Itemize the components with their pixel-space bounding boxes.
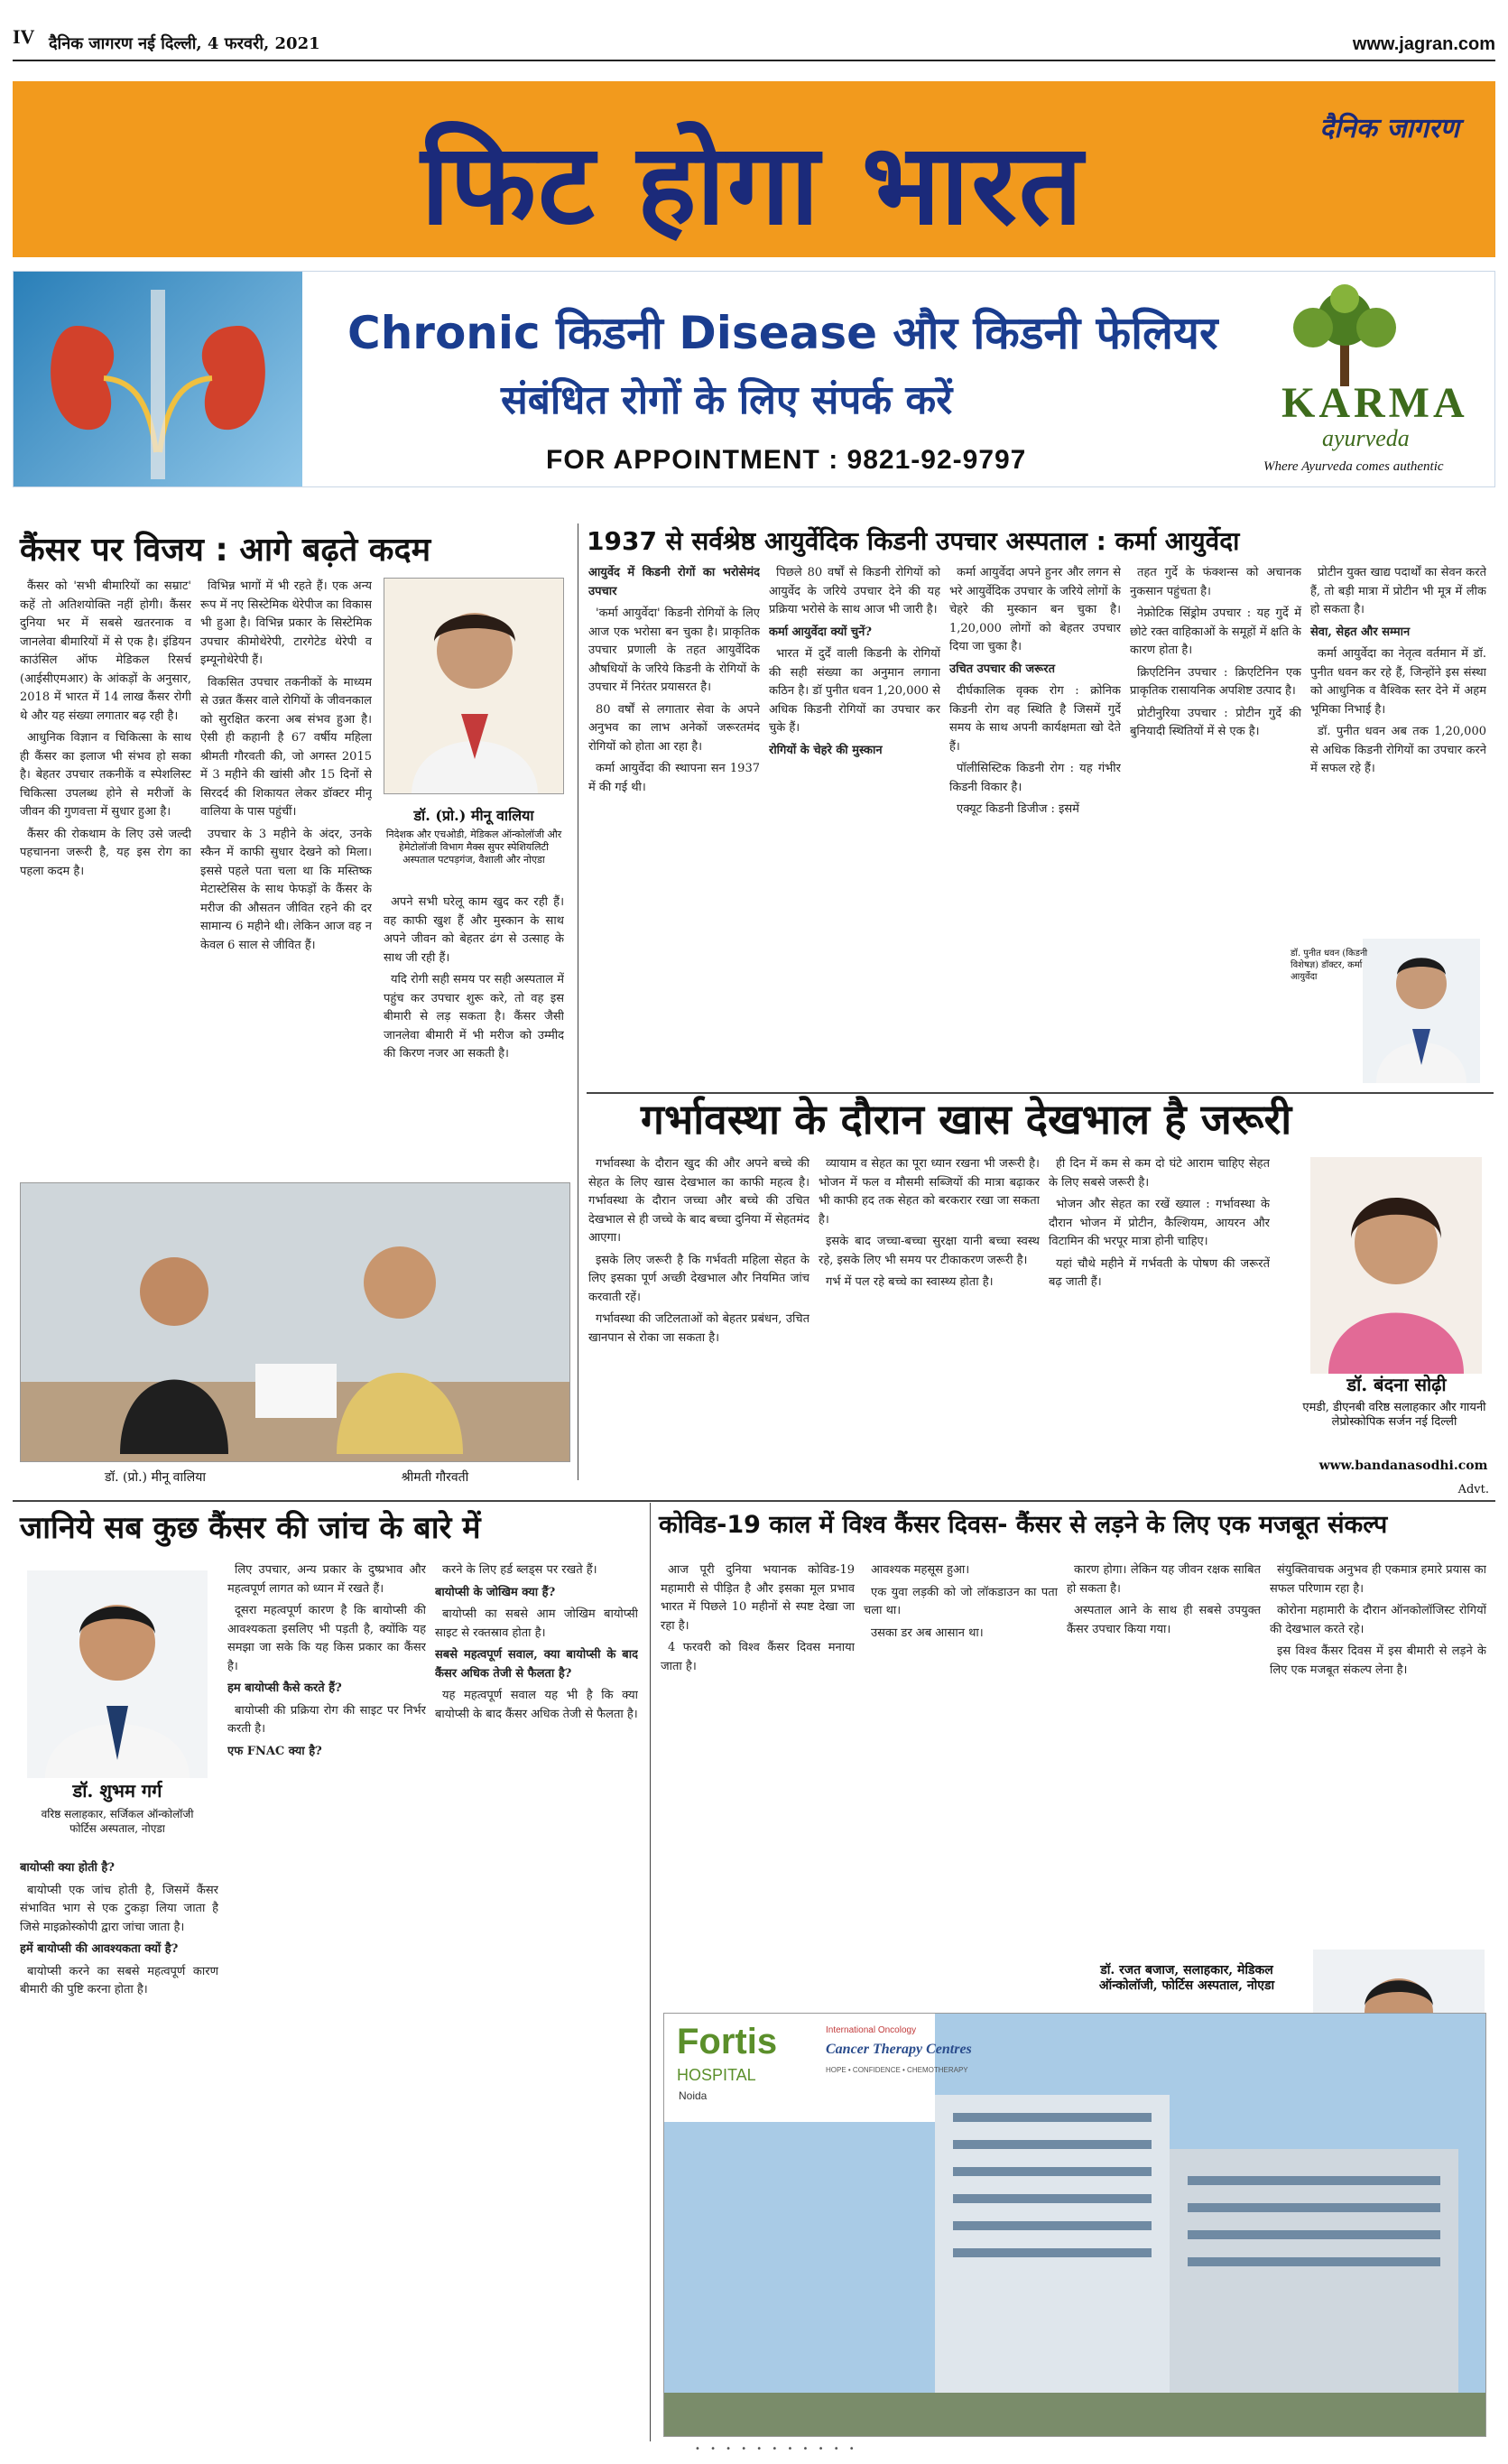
paragraph: क्रिएटिनिन उपचार : क्रिएटिनिन एक प्राकृतिक रासायनिक अपशिष्ट उत्पाद है। bbox=[1130, 665, 1301, 698]
advert-line-2: संबंधित रोगों के लिए संपर्क करें bbox=[501, 377, 953, 423]
fortis-city: Noida bbox=[679, 2089, 708, 2102]
paragraph: एक युवा लड़की को जो लॉकडाउन का पता चला था। bbox=[864, 1585, 1058, 1617]
paragraph: 80 वर्षों से लगातार सेवा के अपने अनुभव का लाभ अनेकों जरूरतमंद रोगियों को होता आ रहा है। bbox=[588, 702, 760, 754]
paragraph: पॉलीसिस्टिक किडनी रोग : यह गंभीर किडनी विकार है। bbox=[949, 762, 1121, 794]
paragraph: भोजन और सेहत का रखें ख्याल : गर्भावस्था के दौरान भोजन में प्रोटीन, कैल्शियम, आयरन और विटामिन की भरपूर मात्रा होनी चाहिए। bbox=[1049, 1198, 1270, 1248]
paragraph: एक्यूट किडनी डिजीज : इसमें bbox=[957, 802, 1079, 816]
biopsy-column-2 bbox=[227, 1561, 426, 2437]
paragraph: कोरोना महामारी के दौरान ऑनकोलॉजिस्ट रोगियों की देखभाल करते रहे। bbox=[1270, 1604, 1486, 1636]
caption-photo-left: डॉ. (प्रो.) मीनू वालिया bbox=[105, 1470, 206, 1485]
paragraph: उपचार के 3 महीने के अंदर, उनके स्कैन में काफी सुधार देखने को मिला। इससे पहले पता चला था कि मस्तिष्क मेटास्टेसिस के साथ फेफड़ों के कैंसर के मरीज की औसतन जीवित रहने की दर सामान्य 6 महीने थी। लेकिन आज वह न केवल 6 साल से जीवित हैं। bbox=[200, 827, 372, 952]
paragraph: बायोप्सी की प्रक्रिया रोग की साइट पर निर्भर करती है। bbox=[227, 1703, 426, 1736]
bandana-website-link[interactable]: www.bandanasodhi.com bbox=[1318, 1459, 1488, 1473]
page-number: IV bbox=[13, 25, 35, 48]
section-rule bbox=[13, 1500, 1495, 1502]
footer-marks: • • • • • • • • • • • bbox=[695, 2444, 858, 2454]
paragraph: कर्मा आयुर्वेदा अपने हुनर और लगन से भरे आयुर्वेदिक उपचार के जरिये लोगों के चेहरे की मुस्कान बन चुका है। 1,20,000 लोगों को बेहतर उपचार दिया जा चुका है। bbox=[949, 566, 1121, 653]
section-rule bbox=[587, 1092, 1494, 1094]
subheading: हमें बायोप्सी की आवश्यकता क्यों है? bbox=[20, 1942, 179, 1956]
paragraph: 'कर्मा आयुर्वेदा' किडनी रोगियों के लिए आज एक भरोसा बन चुका है। प्राकृतिक उपचार प्रणाली के तहत आयुर्वेदिक औषधियों के जरिये किडनी के रोगियों के उपचार में निरंतर प्रयासरत है। bbox=[588, 607, 760, 694]
cancer-centre-name: Cancer Therapy Centres bbox=[826, 2042, 972, 2057]
paragraph: लिए उपचार, अन्य प्रकार के दुष्प्रभाव और महत्वपूर्ण लागत को ध्यान में रखते हैं। bbox=[227, 1563, 426, 1596]
paragraph: ही दिन में कम से कम दो घंटे आराम चाहिए सेहत के लिए सबसे जरूरी है। bbox=[1049, 1157, 1270, 1190]
page-folio bbox=[13, 5, 1495, 61]
paragraph: आज पूरी दुनिया भयानक कोविड-19 महामारी से पीड़ित है और इसका मूल प्रभाव भारत में पिछले 10 महीनों से स्पष्ट देखा जा रहा है। bbox=[661, 1563, 855, 1633]
paragraph: विभिन्न भागों में भी रहते हैं। एक अन्य रूप में नए सिस्टेमिक थेरेपीज का विकास भी हुआ है। विभिन्न प्रकार के सिस्टेमिक उपचार कीमोथेरेपी, टारगेटेड थेरेपी व इम्यूनोथेरेपी हैं। bbox=[200, 579, 372, 667]
subheading: बायोप्सी के जोखिम क्या हैं? bbox=[435, 1585, 556, 1599]
headline-covid: कोविड-19 काल में विश्व कैंसर दिवस- कैंसर से लड़ने के लिए एक मजबूत संकल्प bbox=[659, 1511, 1388, 1539]
karma-column-3 bbox=[949, 564, 1121, 1088]
covid-column-2 bbox=[864, 1561, 1058, 1959]
photo-dr-bandana-sodhi bbox=[1310, 1157, 1482, 1374]
caption-dr-rajat-bajaj: डॉ. रजत बजाज, सलाहकार, मेडिकल ऑन्कोलॉजी, फोर्टिस अस्पताल, नोएडा bbox=[1098, 1963, 1275, 1993]
paragraph: दीर्घकालिक वृक्क रोग : क्रोनिक किडनी रोग वह स्थिति है जिसमें गुर्दे समय के साथ अपनी कार्यक्षमता खो देते हैं। bbox=[949, 684, 1121, 754]
logo-karma: KARMA bbox=[1281, 379, 1468, 427]
paragraph: इसके बाद जच्चा-बच्चा सुरक्षा यानी बच्चा स्वस्थ रहे, इसके लिए भी समय पर टीकाकरण जरूरी है। bbox=[819, 1235, 1040, 1267]
paragraph: भारत में दुर्दें वाली किडनी के रोगियों की सही संख्या का अनुमान लगाना कठिन है। डॉ पुनीत धवन 1,20,000 से अधिक किडनी रोगियों का उपचार कर चुके हैं। bbox=[769, 647, 940, 735]
paragraph: कर्मा आयुर्वेदा की स्थापना सन 1937 में की गई थी। bbox=[588, 762, 760, 794]
subheading: रोगियों के चेहरे की मुस्कान bbox=[769, 743, 883, 757]
cancer-centre-strip: HOPE • CONFIDENCE • CHEMOTHERAPY bbox=[826, 2066, 968, 2074]
caption-dr-meenu-walia: डॉ. (प्रो.) मीनू वालिया bbox=[413, 807, 534, 824]
paragraph: कर्मा आयुर्वेदा का नेतृत्व वर्तमान में डॉ. पुनीत धवन कर रहे हैं, जिन्होंने इस संस्था को आधुनिक व वैश्विक स्तर देने में अहम भूमिका निभाई है। bbox=[1310, 647, 1486, 717]
paragraph: यदि रोगी सही समय पर सही अस्पताल में पहुंच कर उपचार शुरू करे, तो वह इस बीमारी से लड़ सकता है। कैंसर जैसी जानलेवा बीमारी में भी मरीज को उम्मीद की किरण नजर आ सकती है। bbox=[384, 973, 564, 1061]
paragraph: 4 फरवरी को विश्व कैंसर दिवस मनाया जाता है। bbox=[661, 1641, 855, 1673]
covid-column-3 bbox=[1067, 1561, 1261, 1959]
paragraph: कैंसर की रोकथाम के लिए उसे जल्दी पहचानना जरूरी है, यह इस रोग का पहला कदम है। bbox=[20, 827, 191, 878]
paragraph: उसका डर अब आसान था। bbox=[871, 1626, 984, 1640]
subheading: सबसे महत्वपूर्ण सवाल, क्या बायोप्सी के बाद कैंसर अधिक तेजी से फैलता है? bbox=[435, 1648, 638, 1681]
paragraph: यहां चौथे महीने में गर्भवती के पोषण की जरूरतें बढ़ जाती हैं। bbox=[1049, 1256, 1270, 1289]
karma-tree-logo bbox=[1268, 283, 1421, 391]
paragraph: आधुनिक विज्ञान व चिकित्सा के साथ ही कैंसर का इलाज भी संभव हो सका है। बेहतर उपचार तकनीकें व स्पेशलिस्ट चिकित्सा उपलब्ध होने से मरीजों के जीवन की गुणवत्ता में सुधार हुआ है। bbox=[20, 731, 191, 819]
covid-column-4 bbox=[1270, 1561, 1486, 1931]
column-rule bbox=[650, 1503, 651, 2441]
caption-dr-bandana-title: एमडी, डीएनबी वरिष्ठ सलाहकार और गायनी लेप्रोस्कोपिक सर्जन नई दिल्ली bbox=[1302, 1401, 1486, 1429]
paragraph: करने के लिए हर्ड ब्लड्स पर रखते हैं। bbox=[442, 1563, 597, 1577]
paragraph: अपने सभी घरेलू काम खुद कर रही हैं। वह काफी खुश हैं और मुस्कान के साथ अपने जीवन को बेहतर ढंग से उत्साह के साथ जी रही हैं। bbox=[384, 895, 564, 965]
paragraph: डॉ. पुनीत धवन अब तक 1,20,000 से अधिक किडनी रोगियों का उपचार करने में सफल रहे हैं। bbox=[1310, 725, 1486, 775]
logo-tagline: Where Ayurveda comes authentic bbox=[1263, 459, 1444, 474]
paragraph: नेफ्रोटिक सिंड्रोम उपचार : यह गुर्दे में छोटे रक्त वाहिकाओं के समूहों में क्षति के कारण होता है। bbox=[1130, 607, 1301, 657]
paragraph: व्यायाम व सेहत का पूरा ध्यान रखना भी जरूरी है। भोजन में फल व मौसमी सब्जियों की मात्रा बढ़ाकर भी काफी हद तक सेहत को बरकरार रखा जा सकता है। bbox=[819, 1157, 1040, 1227]
karma-column-1 bbox=[588, 564, 760, 1088]
paragraph: बायोप्सी का सबसे आम जोखिम बायोप्सी साइट से रक्तस्राव होता है। bbox=[435, 1607, 638, 1640]
subheading: कर्मा आयुर्वेदा क्यों चुनें? bbox=[769, 625, 872, 639]
paragraph: प्रोटीनुरिया उपचार : प्रोटीन गुर्दे की बुनियादी स्थितियों में से एक है। bbox=[1130, 706, 1301, 738]
paragraph: गर्भावस्था के दौरान खुद की और अपने बच्चे की सेहत के लिए खास देखभाल का काफी महत्व है। गर्भावस्था के दौरान जच्चा और बच्चे की उचित देखभाल से ही जच्चे के बाद बच्चा दुनिया में सेहतमंद आएगा। bbox=[588, 1157, 810, 1245]
paragraph: कारण होगा। लेकिन यह जीवन रक्षक साबित हो सकता है। bbox=[1067, 1563, 1261, 1596]
photo-dr-meenu-walia bbox=[384, 578, 564, 794]
photo-dr-puneet-dhawan bbox=[1363, 939, 1480, 1083]
paragraph: गर्भावस्था की जटिलताओं को बेहतर प्रबंधन, उचित खानपान से रोका जा सकता है। bbox=[588, 1312, 810, 1345]
caption-dr-puneet-dhawan: डॉ. पुनीत धवन (किडनी विशेषज्ञ) डॉक्टर, कर्मा आयुर्वेदा bbox=[1291, 949, 1368, 982]
paragraph: अस्पताल आने के साथ ही सबसे उपयुक्त कैंसर उपचार किया गया। bbox=[1067, 1604, 1261, 1636]
caption-dr-bandana-sodhi: डॉ. बंदना सोढ़ी bbox=[1346, 1374, 1447, 1395]
website-link[interactable]: www.jagran.com bbox=[1352, 34, 1495, 54]
paragraph: बायोप्सी करने का सबसे महत्वपूर्ण कारण बीमारी की पुष्टि करना होता है। bbox=[20, 1964, 218, 1996]
paragraph: बायोप्सी एक जांच होती है, जिसमें कैंसर संभावित भाग से एक टुकड़ा लिया जाता है जिसे माइक्रोस्कोपी द्वारा जांचा जाता है। bbox=[20, 1883, 218, 1934]
subheading: एफ FNAC क्या है? bbox=[227, 1744, 322, 1758]
pregnancy-column-1 bbox=[588, 1155, 810, 1480]
paragraph: गर्भ में पल रहे बच्चे का स्वास्थ्य होता है। bbox=[826, 1275, 994, 1289]
paragraph: इसके लिए जरूरी है कि गर्भवती महिला सेहत के लिए इसका पूर्ण अच्छी देखभाल और नियमित जांच करवाती रहें। bbox=[588, 1253, 810, 1304]
headline-karma: 1937 से सर्वश्रेष्ठ आयुर्वेदिक किडनी उपचार अस्पताल : कर्मा आयुर्वेदा bbox=[587, 526, 1240, 556]
pregnancy-column-3 bbox=[1049, 1155, 1270, 1480]
paragraph: पिछले 80 वर्षों से किडनी रोगियों को आयुर्वेद के जरिये उपचार देने की यह प्रक्रिया भरोसे के साथ आज भी जारी है। bbox=[769, 566, 940, 616]
subheading: हम बायोप्सी कैसे करते हैं? bbox=[227, 1681, 342, 1695]
subheading: उचित उपचार की जरूरत bbox=[949, 662, 1056, 676]
caption-dr-shubham-garg: डॉ. शुभम गर्ग bbox=[72, 1780, 162, 1802]
subheading: बायोप्सी क्या होती है? bbox=[20, 1861, 115, 1875]
headline-pregnancy: गर्भावस्था के दौरान खास देखभाल है जरूरी bbox=[641, 1095, 1292, 1144]
karma-column-4 bbox=[1130, 564, 1301, 1088]
cancer-centre-kicker: International Oncology bbox=[826, 2025, 917, 2035]
advert-karma-ayurveda[interactable] bbox=[13, 271, 1495, 487]
fortis-logo: Fortis bbox=[677, 2022, 778, 2061]
karma-column-5 bbox=[1310, 564, 1486, 925]
photo-dr-shubham-garg bbox=[27, 1570, 208, 1778]
photo-fortis-hospital bbox=[663, 2013, 1486, 2437]
logo-ayurveda: ayurveda bbox=[1322, 425, 1410, 451]
headline-cancer: कैंसर पर विजय : आगे बढ़ते कदम bbox=[20, 532, 431, 569]
biopsy-column-3 bbox=[435, 1561, 638, 2437]
paragraph: दूसरा महत्वपूर्ण कारण है कि बायोप्सी की आवश्यकता इसलिए भी पड़ती है, क्योंकि यह समझा जा सके कि यह किस प्रकार का कैंसर है। bbox=[227, 1604, 426, 1673]
biopsy-column-1 bbox=[20, 1859, 218, 2437]
karma-column-2 bbox=[769, 564, 940, 1088]
paragraph: इस विश्व कैंसर दिवस में इस बीमारी से लड़ने के लिए एक मजबूत संकल्प लेना है। bbox=[1270, 1644, 1486, 1677]
fortis-logo-sub: HOSPITAL bbox=[677, 2066, 756, 2084]
masthead-brand: दैनिक जागरण bbox=[1319, 113, 1459, 144]
paragraph: प्रोटीन युक्त खाद्य पदार्थों का सेवन करते हैं, तो बड़ी मात्रा में प्रोटीन भी मूत्र में लीक हो सकता है। bbox=[1310, 566, 1486, 616]
headline-biopsy: जानिये सब कुछ कैंसर की जांच के बारे में bbox=[20, 1510, 481, 1546]
kidney-illustration bbox=[14, 272, 302, 486]
advt-marker: Advt. bbox=[1457, 1483, 1489, 1496]
subheading: सेवा, सेहत और सम्मान bbox=[1310, 625, 1411, 639]
advert-line-1: Chronic किडनी Disease और किडनी फेलियर bbox=[347, 307, 1218, 359]
caption-photo-right: श्रीमती गौरवती bbox=[401, 1470, 469, 1485]
masthead-title: फिट होगा भारत bbox=[421, 120, 1085, 250]
paragraph: यह महत्वपूर्ण सवाल यह भी है कि क्या बायोप्सी के बाद कैंसर अधिक तेजी से फैलता है। bbox=[435, 1689, 638, 1721]
paragraph: विकसित उपचार तकनीकों के माध्यम से उन्नत कैंसर वाले रोगियों के जीवनकाल को सुरक्षित करना अब संभव हुआ है। ऐसी ही कहानी है 67 वर्षीय महिला श्रीमती गौरवती की, जो अगस्त 2015 में 3 महीने की खांसी और 15 दिनों से सिरदर्द की शिकायत लेकर डॉक्टर मीनू वालिया के पास पहुंचीं। bbox=[200, 675, 372, 819]
paragraph: कैंसर को 'सभी बीमारियों का सम्राट' कहें तो अतिशयोक्ति नहीं होगी। कैंसर दुनिया भर में सबसे खतरनाक व जानलेवा बीमारियों में से एक है। इंडियन काउंसिल ऑफ मेडिकल रिसर्च (आईसीएमआर) के आंकड़ों के अनुसार, 2018 में भारत में 14 लाख कैंसर रोगी थे और यह संख्या लगातार बढ़ रही है। bbox=[20, 579, 191, 723]
caption-dr-shubham-title: वरिष्ठ सलाहकार, सर्जिकल ऑन्कोलॉजी फोर्टिस अस्पताल, नोएडा bbox=[41, 1808, 194, 1835]
covid-column-1 bbox=[661, 1561, 855, 1959]
paragraph: संयुक्तिवाचक अनुभव ही एकमात्र हमारे प्रयास का सफल परिणाम रहा है। bbox=[1270, 1563, 1486, 1596]
appointment-phone[interactable]: FOR APPOINTMENT : 9821-92-9797 bbox=[546, 445, 1027, 475]
subheading: आयुर्वेद में किडनी रोगों का भरोसेमंद उपचार bbox=[588, 566, 760, 598]
photo-doctor-with-patient bbox=[20, 1182, 570, 1462]
section-masthead bbox=[13, 81, 1495, 257]
pregnancy-column-2 bbox=[819, 1155, 1040, 1480]
dateline: दैनिक जागरण नई दिल्ली, 4 फरवरी, 2021 bbox=[49, 34, 320, 53]
paragraph: तहत गुर्दे के फंक्शन्स को अचानक नुकसान पहुंचता है। bbox=[1130, 566, 1301, 598]
paragraph: आवश्यक महसूस हुआ। bbox=[871, 1563, 970, 1577]
caption-dr-meenu-title: निदेशक और एचओडी, मेडिकल ऑन्कोलॉजी और हेमेटोलॉजी विभाग मैक्स सुपर स्पेशियलिटी अस्पताल पटपड़गंज, वैशाली और नोएडा bbox=[385, 829, 562, 866]
